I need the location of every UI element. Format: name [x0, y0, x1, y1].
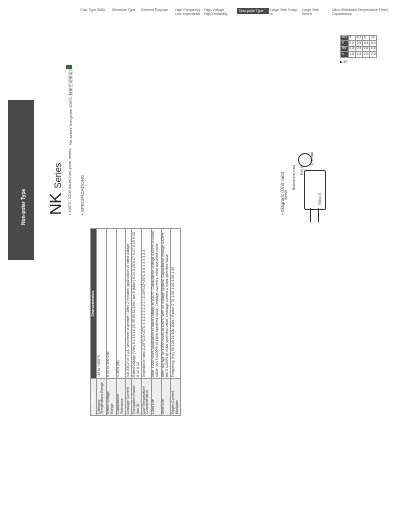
- dimension-cell: α: [341, 52, 349, 57]
- spec-row: [161, 229, 171, 416]
- dimension-cell: 2.0: [363, 51, 369, 56]
- series-title-sub: Series: [53, 162, 63, 189]
- category-nav: [80, 6, 398, 28]
- diagram-label: Sleeve: [284, 189, 288, 200]
- nav-item[interactable]: High Voltage High Reliability: [204, 8, 228, 16]
- nav-item[interactable]: High Frequency Low Impedance: [175, 8, 201, 16]
- dimension-cell: 0.5: [349, 46, 354, 51]
- dimension-cell: 5: [348, 36, 355, 41]
- spec-item: Rated Voltage Range: [106, 379, 116, 416]
- dimension-cell: 0.5: [356, 46, 362, 51]
- spec-characteristic: Impedance ratio Z-25°C/Z+20°C 4 3 2 2 2 2 2 2 / Z-40°C/Z+20°C 8 6 4 4 3 3 3 3: [142, 229, 152, 379]
- spec-item: Load Life: [151, 379, 161, 416]
- diagram-label: L+α max: [310, 151, 314, 165]
- dimension-cell: 6.3: [356, 35, 362, 40]
- dimension-cell: 1.5: [356, 51, 362, 56]
- spec-item: Category Temperature Range: [96, 379, 106, 416]
- nav-item[interactable]: Ultra Wideband Temperature Fixed Capacitance: [332, 8, 388, 16]
- spec-characteristic: After storage for 1000 hours at 105°C with no voltage applied: Capacitance change ≤±20%; tan δ ≤200% of initial specified value; Leakage current ≤ initial specified value: [161, 229, 171, 379]
- nav-item[interactable]: General Purpose: [141, 8, 169, 12]
- dimension-cell: 2.0: [349, 40, 354, 45]
- capacitor-body-icon: [304, 170, 326, 210]
- sidebar-strip: [8, 100, 34, 260]
- nav-item[interactable]: Miniature Type: [112, 8, 136, 12]
- spec-row: [96, 229, 106, 416]
- dimension-cell: 0.6: [370, 46, 376, 51]
- diagram-heading: • Diagram: (Unit: mm): [280, 171, 285, 215]
- dimension-cell: P: [341, 41, 349, 46]
- nav-item[interactable]: Chip Type SMD: [80, 8, 106, 12]
- dimension-cell: 8: [362, 36, 369, 41]
- dimension-cell: 1.5: [349, 51, 354, 56]
- spec-row: [151, 229, 161, 416]
- nav-item[interactable]: Large Size Screw: [302, 8, 320, 16]
- spec-item: Dissipation Factor (tan δ): [132, 379, 142, 416]
- spec-row: [171, 229, 181, 416]
- dimension-cell: 10: [370, 36, 377, 41]
- spec-item: Capacitance Tolerance: [116, 379, 126, 416]
- spec-item: Leakage Current: [126, 379, 132, 416]
- dimension-cell: 2.5: [356, 40, 362, 45]
- dimension-cell: ΦD: [341, 35, 347, 40]
- spec-header-characteristics: Characteristics: [91, 229, 97, 379]
- spec-characteristic: After 1000 hours application of rated voltage at 105°C: Capacitance change ≤±20% of initial value; tan δ ≤200% of initial specified value; Leakage current ≤ initial specified value: [151, 229, 161, 379]
- diagram-label: P±0.5: [300, 166, 304, 175]
- spec-characteristic: 6.3V to 100 Vdc: [106, 229, 116, 379]
- dimension-cell: 0.6: [363, 46, 369, 51]
- dimension-row: [341, 52, 377, 57]
- spec-characteristic: Rated voltage (Vdc) 6.3 10 16 25 35 50 63 100 / tan δ (Max.) 0.24 0.20 0.17 0.17 0.15 0.15 0.12 0.12: [132, 229, 142, 379]
- spec-item: Shelf Life: [161, 379, 171, 416]
- series-title: [48, 163, 66, 215]
- dimension-cell: 5.0: [370, 40, 376, 45]
- spec-characteristic: ± 20% (M): [116, 229, 126, 379]
- series-title-main: NK: [48, 192, 65, 215]
- series-subtitle: • 105°C, 1000 hours Non-polar series: [67, 148, 72, 215]
- spec-item: Ripple Current Multiplier: [171, 379, 181, 416]
- diagram-label: ΦD±0.5: [318, 193, 322, 205]
- dimension-table: [340, 35, 400, 105]
- spec-characteristic: -40 to +105°C: [96, 229, 106, 379]
- spec-row: [116, 229, 126, 416]
- lead-wire-icon: [310, 208, 311, 222]
- nav-item[interactable]: Non-polar Type: [237, 8, 269, 14]
- sidebar-label: Non-polar Type: [21, 188, 27, 225]
- lead-wire-icon: [318, 208, 319, 222]
- dimension-cell: 3.5: [363, 40, 369, 45]
- spec-row: [142, 229, 152, 416]
- specifications-table: [90, 228, 258, 416]
- spec-characteristic: I≤0.03CV or 4 μA, whichever is greater / After 2 minutes' application of rated voltage: [126, 229, 132, 379]
- spec-characteristic: Frequency (Hz) 50 120 1k 10k 100k / Factor 0.70 1.00 1.30 1.50 1.50: [171, 229, 181, 379]
- series-description: NK series Non-polar 105°C 無極性電解電容: [68, 67, 73, 145]
- spec-heading: • SPECIFICATIONS: [80, 175, 85, 215]
- page-marker: ▶ 87: [340, 59, 348, 64]
- spec-header-items: Items: [91, 379, 97, 416]
- nav-item[interactable]: Large Size Snap-in: [270, 8, 298, 16]
- spec-row: [132, 229, 142, 416]
- dimension-cell: Φd: [341, 46, 347, 51]
- spec-row: [106, 229, 116, 416]
- diagram-label: Bottom end view: [292, 164, 296, 190]
- dimension-cell: 2.0: [370, 51, 376, 56]
- spec-item: Low Temperature Characteristics: [142, 379, 152, 416]
